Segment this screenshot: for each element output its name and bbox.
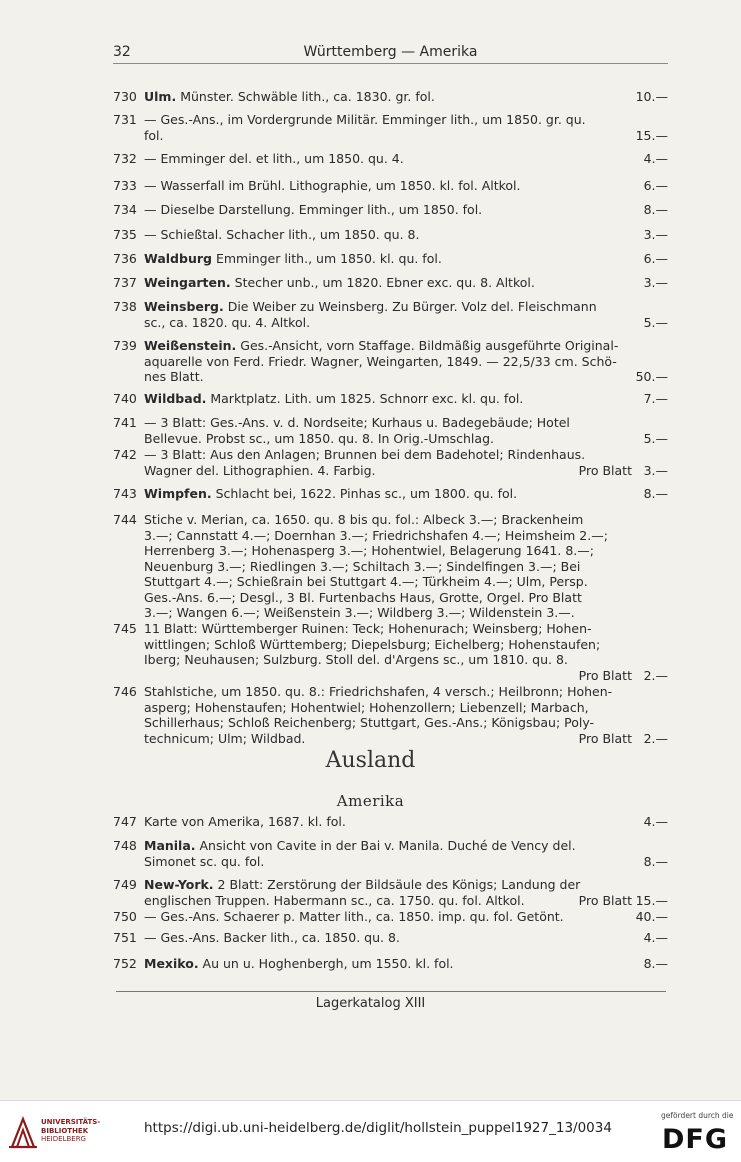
entry-line: wittlingen; Schloß Württemberg; Diepelsburg; Eichelberg; Hohenstaufen;	[144, 636, 601, 652]
entry-line: asperg; Hohenstaufen; Hohentwiel; Hohenzollern; Liebenzell; Marbach,	[144, 699, 589, 715]
entry-price: 3.—	[643, 275, 668, 290]
entry-line: Simonet sc. qu. fol.	[144, 853, 265, 869]
entry-price: 8.—	[643, 853, 668, 869]
entry-line: fol.	[144, 127, 164, 143]
per-sheet-label: Pro Blatt	[578, 730, 632, 746]
catalog-entry	[113, 299, 668, 330]
catalog-entry	[113, 930, 668, 946]
entry-line: — 3 Blatt: Aus den Anlagen; Brunnen bei dem Badehotel; Rindenhaus.	[144, 447, 586, 462]
entry-number: 742	[113, 447, 137, 462]
entry-price: 10.—	[635, 89, 668, 104]
entry-line: Stahlstiche, um 1850. qu. 8.: Friedrichshafen, 4 versch.; Heilbronn; Hohen-	[144, 684, 613, 699]
entry-price: 2.—	[643, 667, 668, 683]
entry-line: Stiche v. Merian, ca. 1650. qu. 8 bis qu. fol.: Albeck 3.—; Brackenheim	[144, 512, 584, 527]
entry-line: — Wasserfall im Brühl. Lithographie, um 1850. kl. fol. Altkol.	[144, 178, 521, 193]
entry-price: 2.—	[643, 730, 668, 746]
catalog-entry	[113, 814, 668, 830]
entry-text	[144, 391, 632, 407]
entry-line: Bellevue. Probst sc., um 1850. qu. 8. In Orig.-Umschlag.	[144, 430, 494, 446]
entry-line: Wildbad. Marktplatz. Lith. um 1825. Schnorr exc. kl. qu. fol.	[144, 391, 524, 406]
entry-price: 15.—	[635, 127, 668, 143]
entry-line: technicum; Ulm; Wildbad.	[144, 730, 306, 746]
entry-line: Wimpfen. Schlacht bei, 1622. Pinhas sc., um 1800. qu. fol.	[144, 486, 518, 501]
entry-keyword: Mexiko.	[144, 956, 199, 971]
entry-keyword: Wildbad.	[144, 391, 207, 406]
entry-line: aquarelle von Ferd. Friedr. Wagner, Weingarten, 1849. — 22,5/33 cm. Schö-	[144, 353, 617, 369]
university-library-name	[41, 1118, 100, 1144]
catalog-entry	[113, 415, 668, 446]
dfg-logo: DFG	[662, 1124, 729, 1155]
footer-rule	[116, 991, 666, 992]
section-title-amerika: Amerika	[336, 792, 405, 810]
entry-number: 731	[113, 112, 137, 127]
entry-line: sc., ca. 1820. qu. 4. Altkol.	[144, 314, 311, 330]
entry-price: 6.—	[643, 178, 668, 193]
entry-price: 8.—	[643, 202, 668, 217]
header-rule	[113, 63, 668, 64]
entry-keyword: New-York.	[144, 877, 214, 892]
entry-number: 736	[113, 251, 137, 266]
entry-keyword: Weingarten.	[144, 275, 231, 290]
per-sheet-label: Pro Blatt	[578, 462, 632, 478]
entry-number: 745	[113, 621, 137, 636]
entry-text	[144, 877, 632, 908]
entry-line: Weißenstein. Ges.-Ansicht, vorn Staffage. Bildmäßig ausgeführte Original-	[144, 338, 619, 353]
entry-price: 4.—	[643, 151, 668, 166]
catalog-entry	[113, 909, 668, 925]
entry-price: 5.—	[643, 430, 668, 446]
page-number: 32	[113, 44, 131, 60]
catalog-entry	[113, 251, 668, 267]
entry-number: 741	[113, 415, 137, 430]
entry-number: 734	[113, 202, 137, 217]
entry-line: Weingarten. Stecher unb., um 1820. Ebner exc. qu. 8. Altkol.	[144, 275, 535, 290]
page-header	[113, 44, 668, 64]
entry-text	[144, 151, 632, 167]
entry-price: 4.—	[643, 930, 668, 945]
entry-line: Mexiko. Au un u. Hoghenbergh, um 1550. kl. fol.	[144, 956, 454, 971]
uni-line-3: HEIDELBERG	[41, 1135, 86, 1143]
catalog-entry	[113, 112, 668, 143]
entry-price: 4.—	[643, 814, 668, 829]
uni-line-1: UNIVERSITÄTS-	[41, 1118, 101, 1126]
entry-number: 743	[113, 486, 137, 501]
entry-price: 6.—	[643, 251, 668, 266]
entry-number: 751	[113, 930, 137, 945]
entry-price: 50.—	[635, 369, 668, 384]
entry-number: 752	[113, 956, 137, 971]
entry-keyword: Manila.	[144, 838, 196, 853]
entry-line: Wagner del. Lithographien. 4. Farbig.	[144, 462, 376, 478]
entry-text	[144, 251, 632, 267]
entry-price: 15.—	[635, 892, 668, 908]
entry-price: 3.—	[643, 462, 668, 478]
entry-text	[144, 814, 632, 830]
entry-number: 748	[113, 838, 137, 853]
entry-line: — Dieselbe Darstellung. Emminger lith., um 1850. fol.	[144, 202, 483, 217]
catalog-entry	[113, 877, 668, 908]
entry-number: 744	[113, 512, 137, 527]
entry-text	[144, 909, 632, 925]
entry-line: — Ges.-Ans. Backer lith., ca. 1850. qu. 8.	[144, 930, 400, 945]
entry-text	[144, 275, 632, 291]
entry-text	[144, 178, 632, 194]
entry-line: — Emminger del. et lith., um 1850. qu. 4.	[144, 151, 404, 166]
entry-line: — 3 Blatt: Ges.-Ans. v. d. Nordseite; Kurhaus u. Badegebäude; Hotel	[144, 415, 570, 430]
entry-price: 8.—	[643, 956, 668, 971]
entry-text	[144, 299, 632, 330]
entry-number: 733	[113, 178, 137, 193]
entry-line: — Schießtal. Schacher lith., um 1850. qu. 8.	[144, 227, 420, 242]
entry-line: Manila. Ansicht von Cavite in der Bai v. Manila. Duché de Vency del.	[144, 838, 576, 853]
entry-keyword: Waldburg	[144, 251, 212, 266]
entry-number: 735	[113, 227, 137, 242]
entry-text	[144, 447, 632, 478]
catalog-entry	[113, 202, 668, 218]
entry-line: Karte von Amerika, 1687. kl. fol.	[144, 814, 346, 829]
entry-keyword: Weißenstein.	[144, 338, 237, 353]
entry-text	[144, 415, 632, 446]
entry-number: 749	[113, 877, 137, 892]
entry-number: 737	[113, 275, 137, 290]
catalog-entry	[113, 151, 668, 167]
entry-line: 3.—; Wangen 6.—; Weißenstein 3.—; Wildberg 3.—; Wildenstein 3.—.	[144, 605, 575, 620]
catalog-entry	[113, 486, 668, 502]
catalog-entry	[113, 338, 668, 385]
entry-line: Iberg; Neuhausen; Sulzburg. Stoll del. d'Argens sc., um 1810. qu. 8.	[144, 652, 568, 667]
running-title: Württemberg — Amerika	[303, 44, 478, 60]
entry-line: englischen Truppen. Habermann sc., ca. 1750. qu. fol. Altkol.	[144, 892, 525, 908]
entry-line: 11 Blatt: Württemberger Ruinen: Teck; Hohenurach; Weinsberg; Hohen-	[144, 621, 592, 636]
uni-line-2: BIBLIOTHEK	[41, 1126, 89, 1135]
catalog-entry	[113, 89, 668, 105]
entry-text	[144, 930, 632, 946]
catalog-entry	[113, 512, 668, 621]
per-sheet-label: Pro Blatt	[578, 667, 632, 683]
catalog-entry	[113, 621, 668, 683]
entry-line: Herrenberg 3.—; Hohenasperg 3.—; Hohentwiel, Belagerung 1641. 8.—;	[144, 543, 594, 558]
entry-line: New-York. 2 Blatt: Zerstörung der Bildsäule des Königs; Landung der	[144, 877, 581, 892]
entry-line: 3.—; Cannstatt 4.—; Doernhan 3.—; Friedrichshafen 4.—; Heimsheim 2.—;	[144, 527, 608, 543]
dfg-funding-label: gefördert durch die	[661, 1111, 734, 1120]
entry-keyword: Weinsberg.	[144, 299, 224, 314]
entry-line: nes Blatt.	[144, 369, 204, 384]
entry-line: Ulm. Münster. Schwäble lith., ca. 1830. gr. fol.	[144, 89, 435, 104]
entry-text	[144, 684, 632, 746]
entry-number: 732	[113, 151, 137, 166]
entry-text	[144, 838, 632, 869]
permalink-url[interactable]: https://digi.ub.uni-heidelberg.de/diglit/hollstein_puppel1927_13/0034	[144, 1120, 612, 1136]
catalog-entry	[113, 956, 668, 972]
entry-keyword: Ulm.	[144, 89, 177, 104]
entry-text	[144, 956, 632, 972]
entry-price: 8.—	[643, 486, 668, 501]
entry-number: 746	[113, 684, 137, 699]
entry-text	[144, 202, 632, 218]
catalog-entry	[113, 684, 668, 746]
entry-text	[144, 338, 632, 385]
entry-price: 40.—	[635, 909, 668, 924]
entry-price: 3.—	[643, 227, 668, 242]
catalog-entry	[113, 178, 668, 194]
entry-line: Schillerhaus; Schloß Reichenberg; Stuttgart, Ges.-Ans.; Königsbau; Poly-	[144, 715, 595, 730]
catalog-entry	[113, 227, 668, 243]
section-title-ausland: Ausland	[325, 748, 416, 773]
entry-number: 738	[113, 299, 137, 314]
entry-line: — Ges.-Ans. Schaerer p. Matter lith., ca. 1850. imp. qu. fol. Getönt.	[144, 909, 564, 924]
entry-text	[144, 112, 632, 143]
entry-number: 739	[113, 338, 137, 353]
entry-line: Waldburg Emminger lith., um 1850. kl. qu. fol.	[144, 251, 442, 266]
entry-line	[144, 668, 632, 684]
page-footer: Lagerkatalog XIII	[315, 996, 426, 1011]
catalog-entry	[113, 391, 668, 407]
entry-number: 747	[113, 814, 137, 829]
catalog-entry	[113, 275, 668, 291]
entry-line: Ges.-Ans. 6.—; Desgl., 3 Bl. Furtenbachs Haus, Grotte, Orgel. Pro Blatt	[144, 589, 582, 605]
entry-keyword: Wimpfen.	[144, 486, 212, 501]
catalog-entry	[113, 447, 668, 478]
entry-line: Stuttgart 4.—; Schießrain bei Stuttgart 4.—; Türkheim 4.—; Ulm, Persp.	[144, 574, 588, 589]
entry-number: 740	[113, 391, 137, 406]
university-library-logo-icon	[8, 1115, 38, 1151]
entry-text	[144, 227, 632, 243]
entry-price: 7.—	[643, 391, 668, 406]
entry-line: Weinsberg. Die Weiber zu Weinsberg. Zu Bürger. Volz del. Fleischmann	[144, 299, 597, 314]
entry-number: 750	[113, 909, 137, 924]
entry-line: Neuenburg 3.—; Riedlingen 3.—; Schiltach 3.—; Sindelfingen 3.—; Bei	[144, 558, 581, 574]
entry-text	[144, 89, 632, 105]
entry-price: 5.—	[643, 314, 668, 330]
entry-line: — Ges.-Ans., im Vordergrunde Militär. Emminger lith., um 1850. gr. qu.	[144, 112, 586, 127]
catalog-entry	[113, 838, 668, 869]
entry-text	[144, 621, 632, 683]
entry-text	[144, 486, 632, 502]
entry-text	[144, 512, 632, 621]
per-sheet-label: Pro Blatt	[578, 892, 632, 908]
entry-number: 730	[113, 89, 137, 104]
